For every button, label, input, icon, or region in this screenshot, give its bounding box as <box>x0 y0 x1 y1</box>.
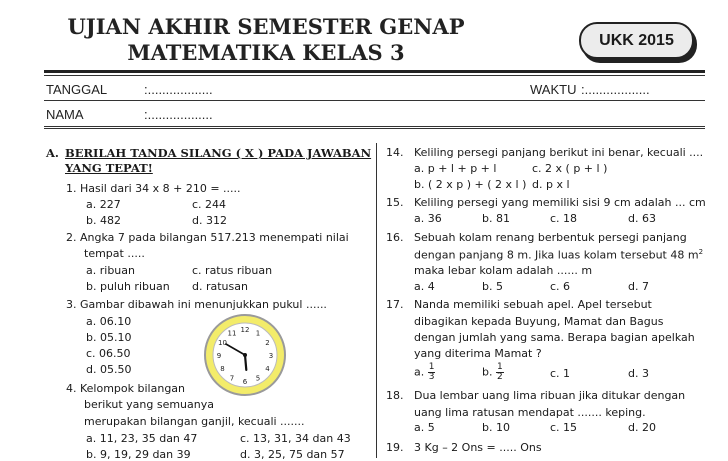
q17-fraction-one-half <box>496 363 504 382</box>
q14-number: 14. <box>386 146 404 159</box>
exam-title-line2: MATEMATIKA KELAS 3 <box>127 40 405 65</box>
date-field[interactable]: :.................. <box>144 82 213 97</box>
q14-option-d[interactable]: d. p x l <box>532 178 570 191</box>
q4-option-b[interactable]: b. 9, 19, 29 dan 39 <box>86 448 191 461</box>
q17-text-line1: Nanda memiliki sebuah apel. Apel tersebut <box>414 298 652 311</box>
q2-option-a[interactable]: a. ribuan <box>86 264 135 277</box>
q4-option-a[interactable]: a. 11, 23, 35 dan 47 <box>86 432 198 445</box>
q16-number: 16. <box>386 231 404 244</box>
q17-option-c[interactable]: c. 1 <box>550 367 571 380</box>
q3-option-a[interactable]: a. 06.10 <box>86 315 132 328</box>
q17-option-b[interactable] <box>482 363 504 382</box>
clock-number-4: 4 <box>265 365 270 373</box>
q16-text-line1: Sebuah kolam renang berbentuk persegi panjang <box>414 231 687 244</box>
clock-number-7: 7 <box>229 374 235 383</box>
q3-text: 3. Gambar dibawah ini menunjukkan pukul ...... <box>66 298 327 311</box>
header-rule-thin <box>44 75 705 76</box>
q1-option-d[interactable]: d. 312 <box>192 214 227 227</box>
q2-option-b[interactable]: b. puluh ribuan <box>86 280 170 293</box>
q16-option-b[interactable]: b. 5 <box>482 280 503 293</box>
q1-option-a[interactable]: a. 227 <box>86 198 121 211</box>
q17-a-denominator: 3 <box>428 372 435 382</box>
clock-number-3: 3 <box>268 352 274 360</box>
q14-text: Keliling persegi panjang berikut ini benar, kecuali .... <box>414 146 704 159</box>
clock-number-12: 12 <box>240 326 250 334</box>
q15-option-c[interactable]: c. 18 <box>550 212 578 225</box>
q14-option-b[interactable]: b. ( 2 x p ) + ( 2 x l ) <box>414 178 527 191</box>
name-label: NAMA <box>46 107 84 122</box>
q4-option-c[interactable]: c. 13, 31, 34 dan 43 <box>240 432 351 445</box>
exam-title-line1: UJIAN AKHIR SEMESTER GENAP <box>67 14 465 39</box>
q4-text-line1: 4. Kelompok bilangan <box>66 382 186 395</box>
q18-text-line1: Dua lembar uang lima ribuan jika ditukar dengan <box>414 389 686 402</box>
q1-text: 1. Hasil dari 34 x 8 + 210 = ..... <box>66 182 241 195</box>
q18-text-line2: uang lima ratusan mendapat ....... keping. <box>414 406 646 419</box>
section-title-line2: YANG TEPAT! <box>65 161 153 175</box>
date-label: TANGGAL <box>46 82 108 97</box>
q17-text-line4: yang diterima Mamat ? <box>414 347 542 360</box>
clock-number-10: 10 <box>218 339 227 347</box>
q2-option-c[interactable]: c. ratus ribuan <box>192 264 273 277</box>
q19-text: 3 Kg – 2 Ons = ..... Ons <box>414 441 542 454</box>
q16-text-line3: maka lebar kolam adalah ...... m <box>414 264 593 277</box>
q17-b-denominator: 2 <box>496 372 503 382</box>
section-letter: A. <box>46 146 59 160</box>
form-bottom-rule <box>44 126 705 127</box>
q17-a-numerator: 1 <box>428 362 435 372</box>
clock-illustration <box>202 312 288 398</box>
name-field[interactable]: :.................. <box>144 107 213 122</box>
clock-number-11: 11 <box>227 329 237 338</box>
q15-option-a[interactable]: a. 36 <box>414 212 442 225</box>
column-divider <box>376 143 377 458</box>
q2-text-line2: tempat ..... <box>84 247 145 260</box>
clock-number-8: 8 <box>220 365 225 373</box>
time-field[interactable]: :.................. <box>581 82 650 97</box>
clock-number-9: 9 <box>216 352 222 360</box>
q15-number: 15. <box>386 196 404 209</box>
clock-center-dot <box>243 353 247 357</box>
q17-fraction-one-third <box>428 363 436 382</box>
q4-text-line3: merupakan bilangan ganjil, kecuali ....... <box>84 415 305 428</box>
q17-option-a-label: a. <box>414 365 425 379</box>
q3-option-c[interactable]: c. 06.50 <box>86 347 131 360</box>
q14-option-c[interactable]: c. 2 x ( p + l ) <box>532 162 608 175</box>
form-divider <box>44 100 705 101</box>
clock-number-6: 6 <box>242 378 248 386</box>
q1-option-b[interactable]: b. 482 <box>86 214 121 227</box>
q2-text-line1: 2. Angka 7 pada bilangan 517.213 menempati nilai <box>66 231 349 244</box>
q16-text-line2 <box>414 248 703 262</box>
ukk-badge: UKK 2015 <box>579 22 694 59</box>
q17-option-b-label: b. <box>482 365 493 379</box>
clock-hour-hand <box>245 355 246 370</box>
q4-text-line2: berikut yang semuanya <box>84 398 214 411</box>
q17-number: 17. <box>386 298 404 311</box>
q16-option-c[interactable]: c. 6 <box>550 280 571 293</box>
clock-number-5: 5 <box>255 374 261 383</box>
q18-number: 18. <box>386 389 404 402</box>
q2-option-d[interactable]: d. ratusan <box>192 280 248 293</box>
q16-option-a[interactable]: a. 4 <box>414 280 435 293</box>
q16-superscript: 2 <box>698 248 704 256</box>
q19-number: 19. <box>386 441 404 454</box>
q16-option-d[interactable]: d. 7 <box>628 280 649 293</box>
section-title-line1: BERILAH TANDA SILANG ( X ) PADA JAWABAN <box>65 146 372 160</box>
q4-option-d[interactable]: d. 3, 25, 75 dan 57 <box>240 448 345 461</box>
q17-text-line2: dibagikan kepada Buyung, Mamat dan Bagus <box>414 315 664 328</box>
q15-text: Keliling persegi yang memiliki sisi 9 cm adalah ... cm <box>414 196 706 209</box>
q18-option-b[interactable]: b. 10 <box>482 421 510 434</box>
form-bottom-rule-2 <box>44 128 705 129</box>
q3-option-b[interactable]: b. 05.10 <box>86 331 132 344</box>
q16-text-line2-main: dengan panjang 8 m. Jika luas kolam tersebut 48 m <box>414 248 699 262</box>
q15-option-b[interactable]: b. 81 <box>482 212 510 225</box>
q14-option-a[interactable]: a. p + l + p + l <box>414 162 497 175</box>
q17-text-line3: dengan jumlah yang sama. Berapa bagian apelkah <box>414 331 695 344</box>
q18-option-d[interactable]: d. 20 <box>628 421 656 434</box>
q15-option-d[interactable]: d. 63 <box>628 212 656 225</box>
q17-option-d[interactable]: d. 3 <box>628 367 649 380</box>
clock-number-2: 2 <box>265 339 270 347</box>
q3-option-d[interactable]: d. 05.50 <box>86 363 132 376</box>
q18-option-a[interactable]: a. 5 <box>414 421 435 434</box>
time-label: WAKTU <box>530 82 577 97</box>
q17-option-a[interactable] <box>414 363 435 382</box>
clock-number-1: 1 <box>255 329 261 338</box>
q17-b-numerator: 1 <box>496 362 503 372</box>
header-rule-thick <box>44 70 705 73</box>
q18-option-c[interactable]: c. 15 <box>550 421 578 434</box>
q1-option-c[interactable]: c. 244 <box>192 198 227 211</box>
